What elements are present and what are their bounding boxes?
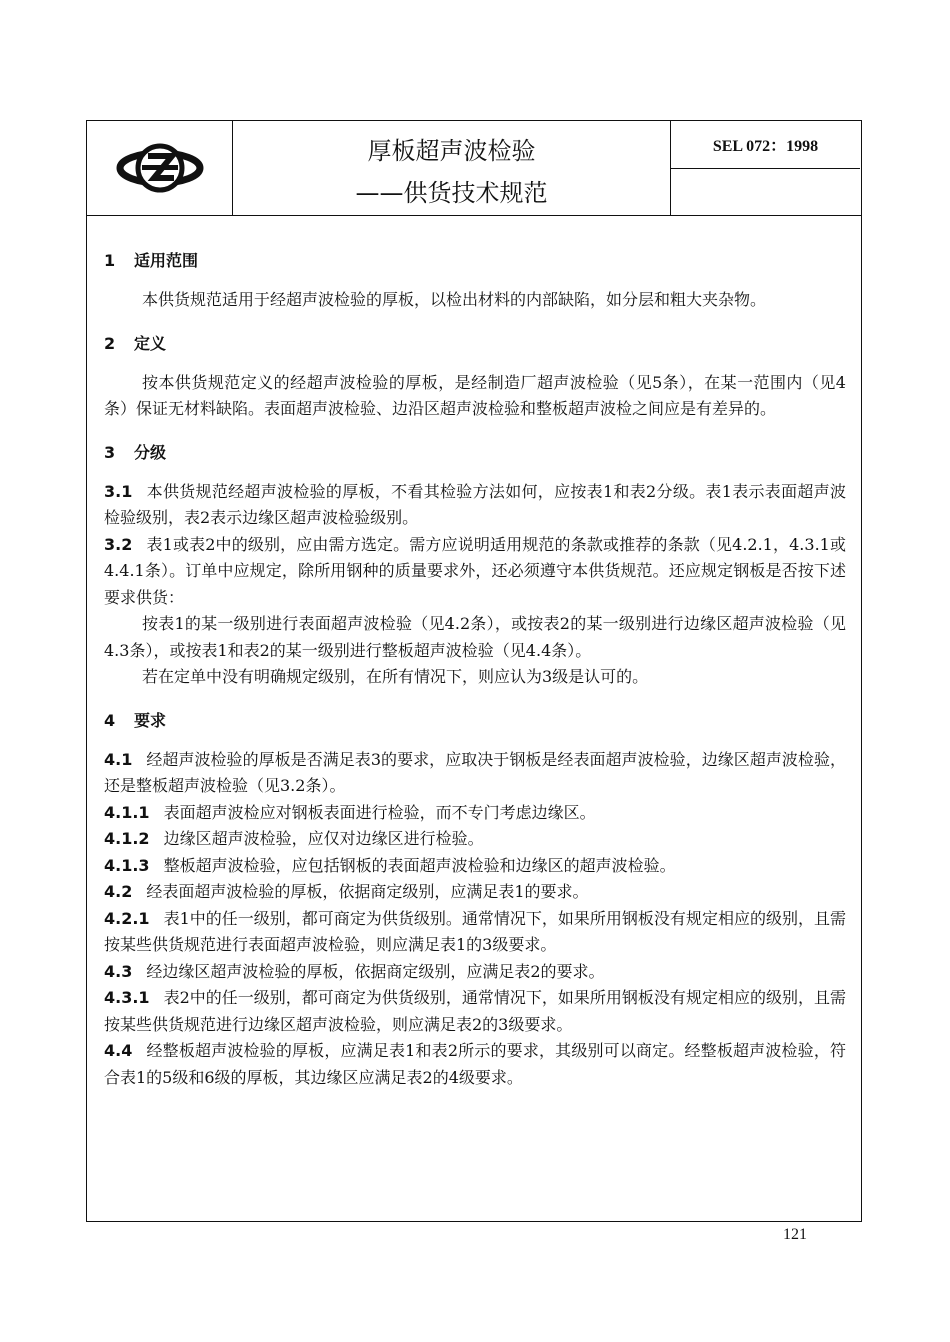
clause-number: 4.4 [104,1041,133,1060]
standard-code: SEL 072：1998 [671,121,860,169]
clause: 4.2 经表面超声波检验的厚板，依据商定级别，应满足表1的要求。 [104,882,589,901]
clause-number: 4.1 [104,749,133,769]
clause: 4.3.1 表2中的任一级别，都可商定为供货级别，通常情况下，如果所用钢板没有规定相应的级别，且需按某些供货规范进行边缘区超声波检验，则应满足表2的3级要求。 [104,988,846,1034]
clause-number: 4.2.1 [104,908,150,928]
document-body [104,249,846,1091]
paragraph: 按表1的某一级别进行表面超声波检验（见4.2条），或按表2的某一级别进行边缘区超声波检验（见4.3条），或按表1和表2的某一级别进行整板超声波检验（见4.4条）。 [104,614,846,660]
page-frame [86,120,862,1222]
clause: 3.2 表1或表2中的级别，应由需方选定。需方应说明适用规范的条款或推荐的条款（见4.2.1，4.3.1或4.4.1条）。订单中应规定，除所用钢种的质量要求外，还必须遵守本供货规范。还应规定钢板是否按下述要求供货： [104,534,846,607]
paragraph: 若在定单中没有明确规定级别，在所有情况下，则应认为3级是认可的。 [142,667,649,686]
clause: 4.1 经超声波检验的厚板是否满足表3的要求，应取决于钢板是经表面超声波检验，边缘区超声波检验，还是整板超声波检验（见3.2条）。 [104,749,846,795]
document-title: 厚板超声波检验 [367,137,536,165]
clause-number: 3.1 [104,481,133,501]
clause-number: 4.1.1 [104,802,150,822]
clause: 4.1.3 整板超声波检验，应包括钢板的表面超声波检验和边缘区的超声波检验。 [104,855,676,875]
section-heading: 1 适用范围 [104,251,199,270]
page-number: 121 [783,1226,807,1243]
clause: 4.2.1 表1中的任一级别，都可商定为供货级别。通常情况下，如果所用钢板没有规定相应的级别，且需按某些供货规范进行表面超声波检验，则应满足表1的3级要求。 [104,908,846,954]
logo-cell [87,121,233,215]
title-cell [233,121,671,215]
clause: 4.1.2 边缘区超声波检验，应仅对边缘区进行检验。 [104,829,484,848]
clause: 3.1 本供货规范经超声波检验的厚板，不看其检验方法如何，应按表1和表2分级。表1表示表面超声波检验级别，表2表示边缘区超声波检验级别。 [104,481,846,527]
document-subtitle: ——供货技术规范 [355,179,548,207]
paragraph: 本供货规范适用于经超声波检验的厚板，以检出材料的内部缺陷，如分层和粗大夹杂物。 [142,290,767,309]
section-heading: 4 要求 [104,710,167,730]
clause: 4.1.1 表面超声波检应对钢板表面进行检验，而不专门考虑边缘区。 [104,802,596,822]
document-header [87,121,861,216]
standard-logo-icon [114,140,206,196]
clause-number: 4.3.1 [104,988,150,1007]
clause-number: 4.1.3 [104,855,150,875]
section-heading: 2 定义 [104,333,167,353]
clause-number: 3.2 [104,534,133,554]
code-cell [671,121,860,215]
paragraph: 按本供货规范定义的经超声波检验的厚板，是经制造厂超声波检验（见5条），在某一范围内（见4条）保证无材料缺陷。表面超声波检验、边沿区超声波检验和整板超声波检之间应是有差异的。 [104,372,846,418]
clause: 4.4 经整板超声波检验的厚板，应满足表1和表2所示的要求，其级别可以商定。经整板超声波检验，符合表1的5级和6级的厚板，其边缘区应满足表2的4级要求。 [104,1041,846,1087]
section-heading: 3 分级 [104,442,167,462]
clause-number: 4.1.2 [104,829,150,848]
clause-number: 4.2 [104,882,133,901]
clause-number: 4.3 [104,961,133,981]
clause: 4.3 经边缘区超声波检验的厚板，依据商定级别，应满足表2的要求。 [104,961,605,981]
